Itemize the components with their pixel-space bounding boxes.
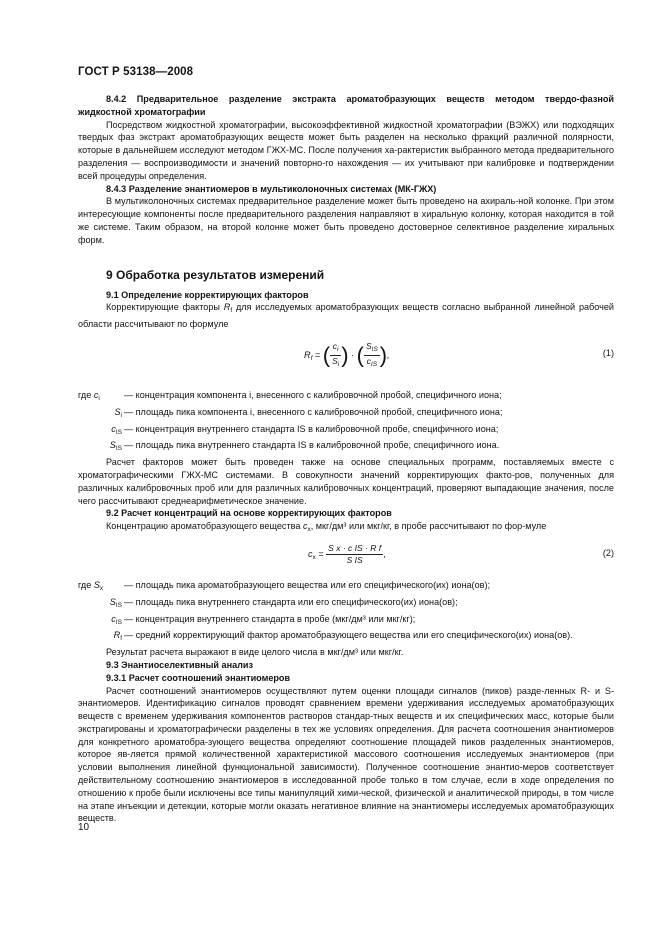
page-body	[78, 92, 614, 825]
section-9-1-intro: Корректирующие факторы $R_f$ для исследуемых ароматобразующих веществ согласно выбранной линейной рабочей области рассчитывают по формуле	[78, 302, 614, 330]
section-9-3-1-body: Расчет соотношений энантиомеров осуществляют путем оценки площади сигналов (пиков) разде-ленных R- и S-энантиомеров. Идентификацию сигналов проводят сравнением времени удерживания исследуемых ароматобразующих веществ с временем удерживания компонентов растворов стандар-тных веществ и их специфических масс, которые были экстрагированы и хроматографически разделены в тех же условиях определения. Для расчета соотношения энантиомеров для конкретного ароматобра-зующего вещества определяют соотношение площадей пиков разделенных энантиомеров, которое яв-ляется прямой количественной характеристикой массового соотношения исследуемых энантиомеров (при условии выполнения линейной функциональной зависимости). Полученное соотношение энантио-меров соответствует действительному соотношению энантиомеров в исследованной пробе только в том случае, если в ходе определения по отношению к пробе были исключены все типы манипуляций хими-ческой, физической и аналитической природы, в том числе на этапе инъекции и детекции, которые могли оказать негативное влияние на энантиомеры исследуемых ароматобразующих веществ.	[78, 685, 614, 824]
document-header: ГОСТ Р 53138—2008	[78, 66, 194, 78]
definition-row: $S_{IS}$ — площадь пика внутреннего стандарта или его специфического(их) иона(ов);	[109, 596, 458, 609]
formula-2-expression: $c_x$ = $\frac{\text{S x · c IS · R f}}{\text{S IS}}$ ,	[308, 542, 386, 565]
formula-1-definitions	[78, 389, 614, 456]
section-9-1-after: Расчет факторов может быть проведен также на основе специальных программ, поставляемых вместе с хроматографическими ГЖХ-МС системами. В совокупности значений корректирующих факто-ров, полученных для различных калибровочных проб или для различных калибровочных концентраций, проверяют выпадающие значения, после чего рассчитывают среднеарифметическое значение.	[78, 457, 614, 506]
section-8-4-2-body: Посредством жидкостной хроматографии, высокоэффективной жидкостной хроматографии (ВЭЖХ) или подходящих твердых фаз экстракт ароматобразующих веществ может быть разделен на несколько фракций различной полярности, которые в дальнейшем исследуют методом ГЖХ-МС. После получения ха-рактеристик выбранного метода предварительного разделения — воспроизводимости и значений повторно-го нахождения — их учитывают при калибровке и подтверждении всей процедуры определения.	[78, 119, 614, 181]
section-9-title: 9 Обработка результатов измерений	[106, 267, 325, 282]
page-number: 10	[78, 822, 90, 833]
definition-row: $c_{IS}$ — концентрация внутреннего стандарта IS в калибровочной пробе, специфичного иона;	[111, 423, 499, 436]
section-8-4-2-title: 8.4.2 Предварительное разделение экстракта ароматобразующих веществ методом твердо-фазной жидкостной хроматографии	[78, 94, 614, 117]
definition-row: $R_f$ — средний корректирующий фактор ароматобразующего вещества или его специфического(их) иона(ов).	[113, 630, 573, 643]
section-9-3-1-title: 9.3.1 Расчет соотношений энантиомеров	[106, 672, 291, 683]
formula-1-expression: $R_f$ = ( $\frac{c_i}{S_i}$ ) · ( $\frac{S_{IS}}{c_{IS}}$ ),	[304, 340, 390, 368]
section-8-4-3-body: В мультиколоночных системах предварительное разделение может быть проведено на ахираль-ной колонке. При этом интересующие компоненты после предварительного разделения направляют в хиральную колонку, которая находится в той же системе. Таким образом, на второй колонке может быть проведено достоверное селективное разделение хиральных форм.	[78, 196, 614, 245]
definition-row: где $c_i$ — концентрация компонента i, внесенного с калибровочной пробой, специфичного иона;	[78, 389, 502, 402]
definition-row: где $S_x$ — площадь пика ароматобразующего вещества или его специфического(их) иона(ов);	[78, 579, 491, 592]
definition-row: $S_{IS}$ — площадь пика внутреннего стандарта IS в калибровочной пробе, специфичного иона.	[109, 440, 500, 453]
definition-row: $c_{IS}$ — концентрация внутреннего стандарта в пробе (мкг/дм³ или мкг/кг);	[111, 613, 416, 626]
section-9-2-title: 9.2 Расчет концентраций на основе корректирующих факторов	[106, 508, 392, 519]
formula-1	[78, 335, 614, 381]
formula-2	[78, 541, 614, 573]
definition-row: $S_i$ — площадь пика компонента i, внесенного с калибровочной пробой, специфичного иона;	[114, 406, 503, 419]
section-8-4-3-title: 8.4.3 Разделение энантиомеров в мультиколоночных системах (МК-ГЖХ)	[106, 183, 437, 194]
formula-1-number: (1)	[602, 347, 614, 358]
formula-2-definitions	[78, 579, 614, 646]
formula-2-number: (2)	[602, 547, 614, 558]
section-9-1-title: 9.1 Определение корректирующих факторов	[106, 289, 309, 300]
section-9-3-title: 9.3 Энантиоселективный анализ	[106, 659, 254, 670]
section-9-2-after: Результат расчета выражают в виде целого числа в мкг/дм³ или мкг/кг.	[106, 647, 404, 658]
section-9-2-intro: Концентрацию ароматобразующего вещества $c_x$, мкг/дм³ или мкг/кг, в пробе рассчитывают по фор-муле	[106, 521, 547, 534]
